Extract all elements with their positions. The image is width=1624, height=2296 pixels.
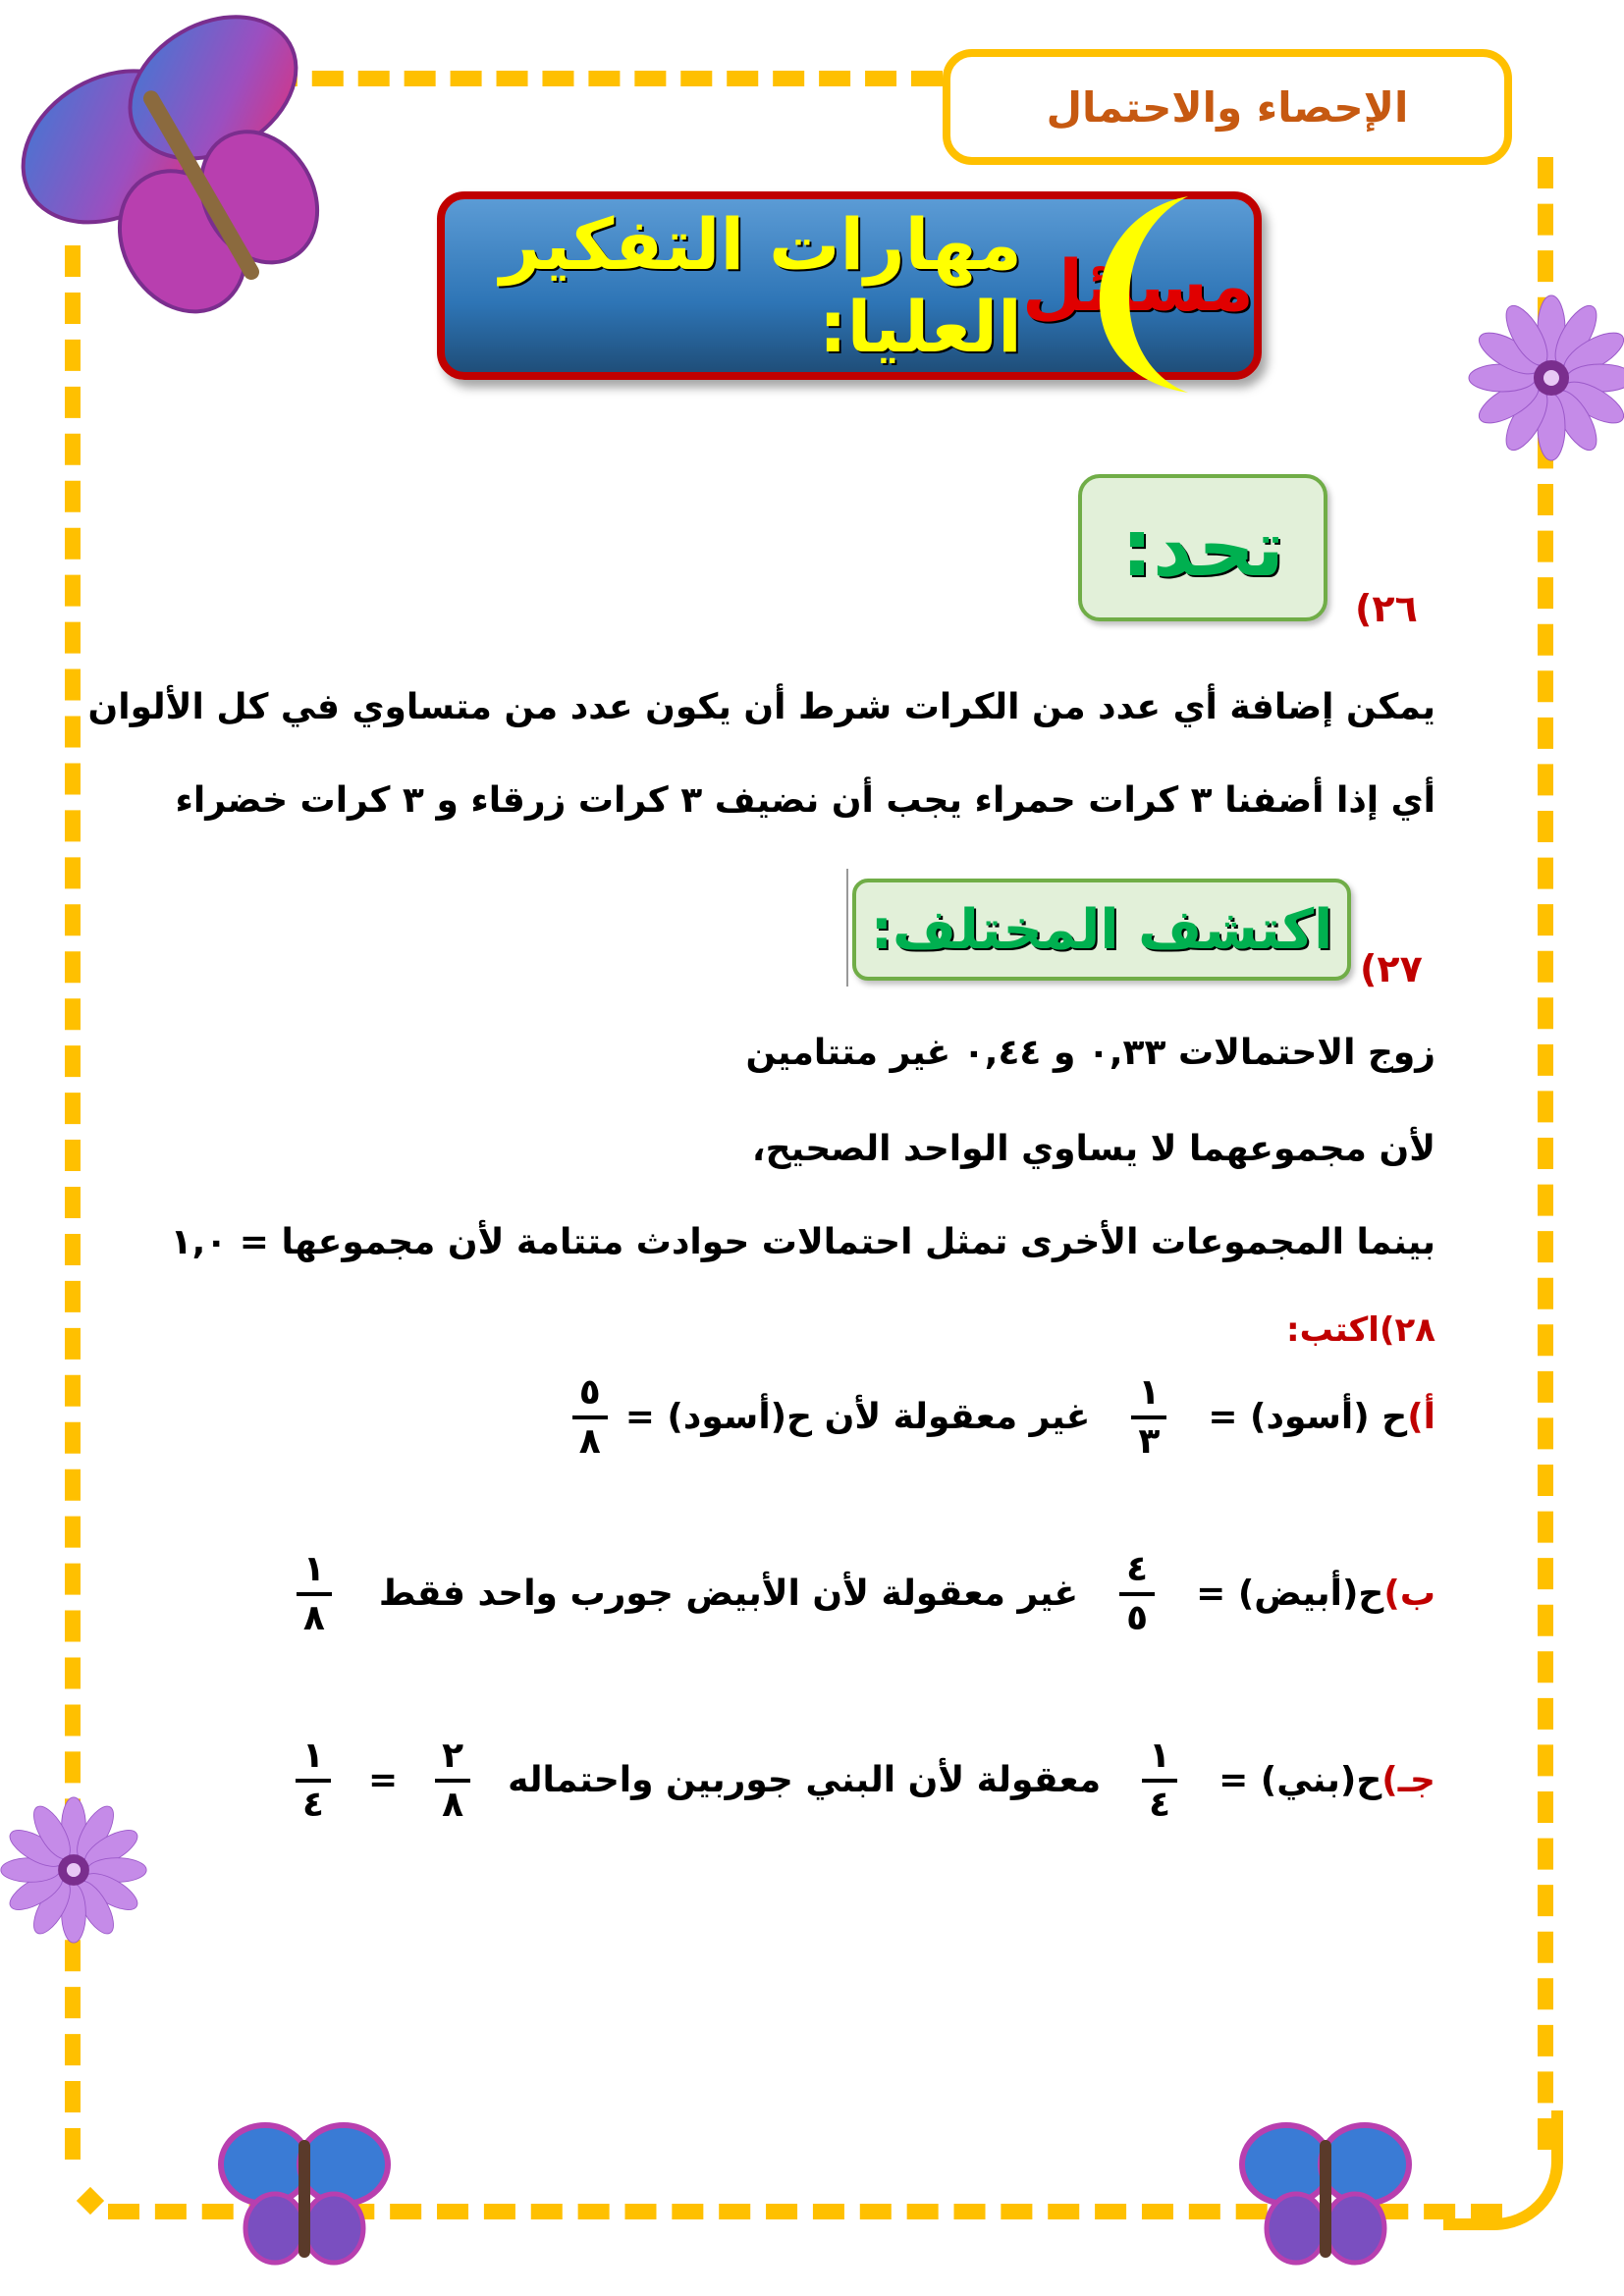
question-number-27: ٢٧) [1360,947,1423,990]
numerator: ١ [1138,1372,1161,1413]
denominator: ٤ [1149,1784,1171,1825]
banner-word-red: مسائل [1021,244,1254,327]
part-a-reason: غير معقولة لأن ح(أسود) = [624,1397,1091,1438]
frame-corner [1443,2110,1563,2230]
q26-line-2: أي إذا أضفنا ٣ كرات حمراء يجب أن نضيف ٣ كرات زرقاء و ٣ كرات خضراء [175,780,1435,821]
denominator: ٨ [442,1784,464,1825]
equals-sign: = [367,1760,399,1801]
question-number-28: ٢٨) [1379,1310,1435,1350]
crescent-icon [1041,177,1218,412]
q28-part-b [297,1551,1435,1637]
numerator: ١ [1149,1735,1171,1776]
numerator: ٢ [442,1735,464,1776]
q27-line-2: لأن مجموعهما لا يساوي الواحد الصحيح، [751,1129,1435,1169]
challenge-badge [1078,474,1327,621]
part-a-expr: ح (أسود) = [1208,1397,1408,1438]
divider [846,869,848,987]
butterfly-icon [1232,2110,1419,2277]
butterfly-icon [20,0,373,353]
q28-part-a [572,1374,1435,1461]
fraction [435,1737,470,1824]
banner-title: مهارات التفكير العليا: [500,203,1022,368]
fraction [296,1737,331,1824]
fraction [1131,1374,1166,1461]
q28-part-c [296,1737,1435,1824]
write-label: اكتب: [1286,1310,1380,1350]
part-a-letter: أ) [1407,1397,1435,1438]
denominator: ٥ [1126,1597,1149,1638]
fraction [1119,1551,1155,1637]
fraction [297,1551,332,1637]
part-b-reason: غير معقولة لأن الأبيض جورب واحد فقط [378,1574,1079,1615]
part-c-expr: ح(بني) = [1218,1760,1382,1801]
q26-line-1: يمكن إضافة أي عدد من الكرات شرط أن يكون عدد من متساوي في كل الألوان [87,687,1435,727]
challenge-title: تحد: [1121,502,1284,594]
fraction [572,1374,608,1461]
part-c-reason: معقولة لأن البني جوربين واحتماله [508,1760,1102,1801]
part-c-letter: جـ) [1381,1760,1435,1801]
find-different-title: اكتشف المختلف: [870,897,1333,962]
denominator: ٨ [578,1420,601,1462]
numerator: ٤ [1126,1549,1149,1589]
question-28-header [1286,1310,1435,1350]
denominator: ٣ [1138,1420,1161,1462]
flower-icon [0,1796,147,1944]
find-different-badge [852,879,1351,981]
numerator: ٥ [578,1372,601,1413]
q27-line-1: زوج الاحتمالات ٠,٣٣ و ٠,٤٤ غير متتامين [745,1033,1435,1073]
numerator: ١ [301,1735,324,1776]
part-b-expr: ح(أبيض) = [1196,1574,1384,1615]
unit-title-box [943,49,1512,165]
question-number-26: ٢٦) [1355,587,1418,630]
frame-corner-diamond [77,2187,104,2215]
part-b-letter: ب) [1383,1574,1435,1615]
denominator: ٨ [302,1597,325,1638]
fraction [1142,1737,1177,1824]
unit-title: الإحصاء والاحتمال [1046,82,1409,132]
flower-icon [1468,294,1624,461]
numerator: ١ [302,1549,325,1589]
denominator: ٤ [301,1784,324,1825]
q27-line-3: بينما المجموعات الأخرى تمثل احتمالات حوادث متتامة لأن مجموعها = ١,٠ [170,1222,1435,1262]
butterfly-icon [211,2110,398,2277]
